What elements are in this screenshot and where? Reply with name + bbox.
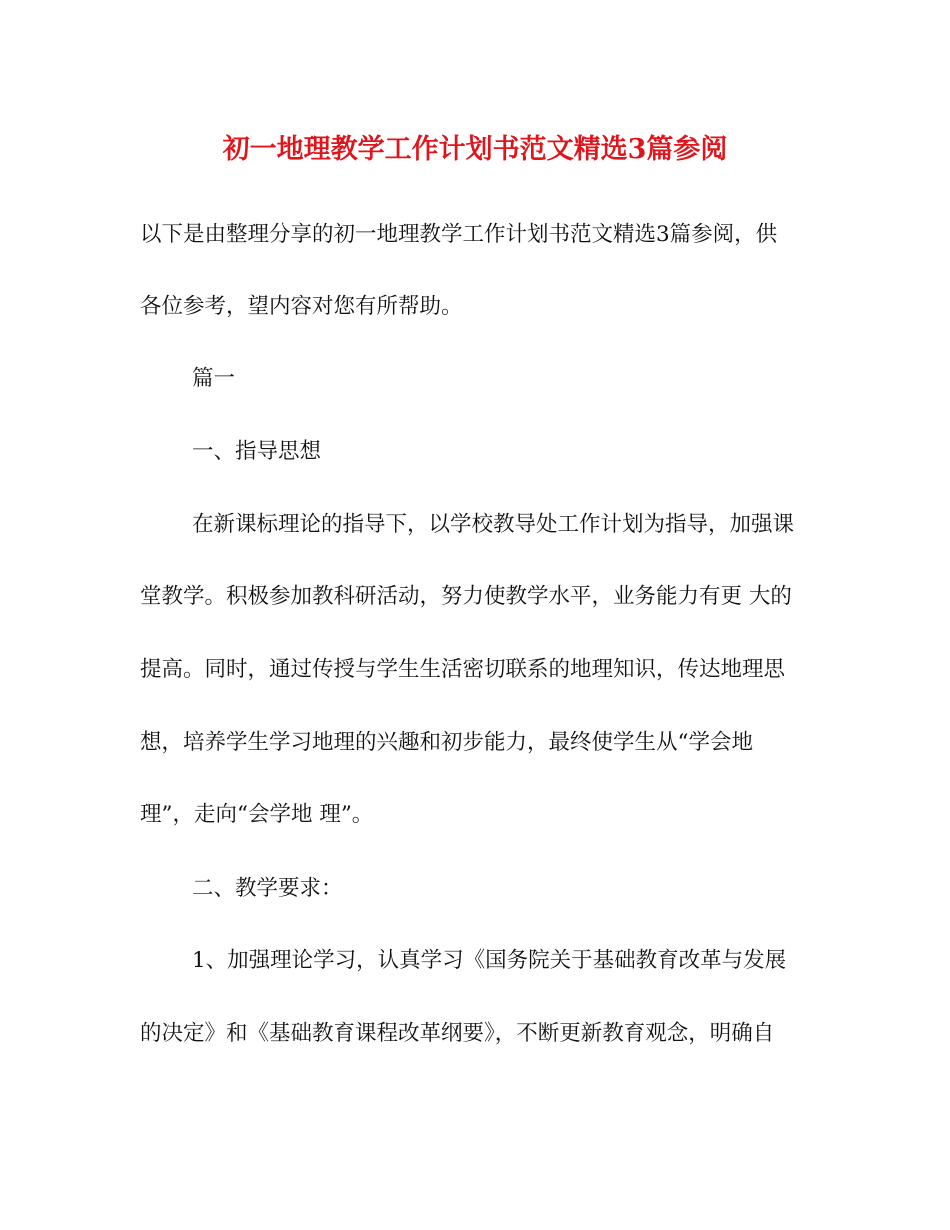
paragraph-line-3: 提高。同时，通过传授与学生生活密切联系的地理知识，传达地理思: [140, 657, 786, 682]
intro-line-2: 各位参考，望内容对您有所帮助。: [140, 294, 463, 319]
paragraph-line-1: 在新课标理论的指导下，以学校教导处工作计划为指导，加强课: [192, 512, 795, 537]
paragraph-line-2: 堂教学。积极参加教科研活动，努力使教学水平，业务能力有更 大的: [140, 584, 792, 609]
list-item-1-line-1: 1、加强理论学习，认真学习《国务院关于基础教育改革与发展: [192, 948, 787, 973]
section-heading-guiding-ideology: 一、指导思想: [192, 439, 322, 464]
section-heading-teaching-requirements: 二、教学要求：: [192, 876, 343, 901]
intro-line-1: 以下是由整理分享的初一地理教学工作计划书范文精选3篇参阅，供: [140, 222, 778, 247]
list-item-1-line-2: 的决定》和《基础教育课程改革纲要》，不断更新教育观念，明确自: [140, 1021, 775, 1046]
section-heading-part-one: 篇一: [192, 366, 236, 391]
document-title: 初一地理教学工作计划书范文精选3篇参阅: [222, 134, 728, 165]
paragraph-line-4: 想，培养学生学习地理的兴趣和初步能力，最终使学生从“学会地: [140, 730, 753, 755]
paragraph-line-5: 理”，走向“会学地 理”。: [140, 802, 374, 827]
